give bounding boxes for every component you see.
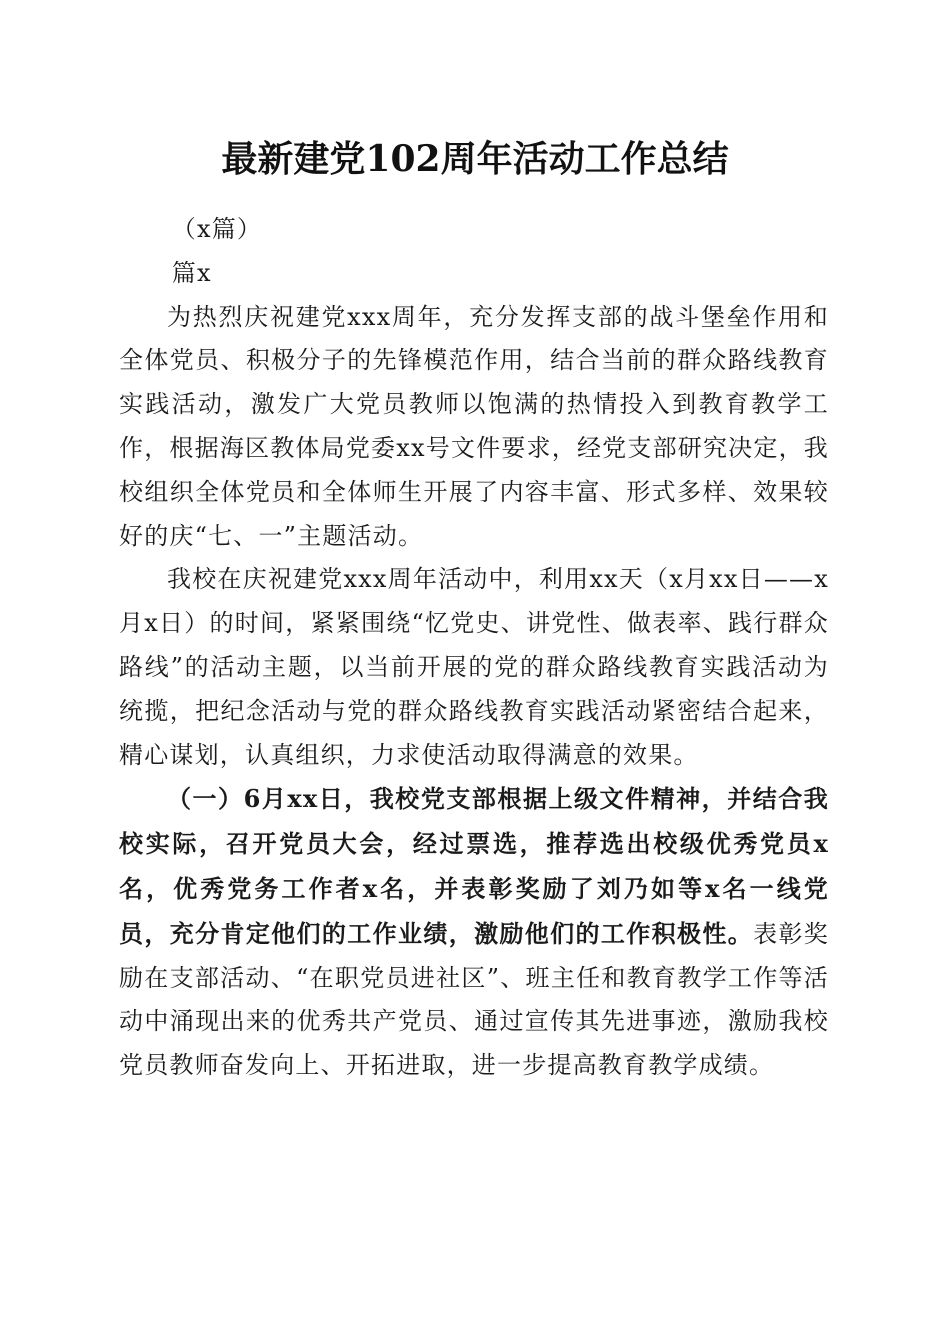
paragraph-section-one: （一）6月xx日，我校党支部根据上级文件精神，并结合我校实际，召开党员大会，经过票选，推荐选出校级优秀党员x名，优秀党务工作者x名，并表彰奖励了刘乃如等x名一线党员，充分肯定他们的工作业绩，激励他们的工作积极性。 bbox=[119, 784, 829, 948]
paragraph-intro: 为热烈庆祝建党xxx周年，充分发挥支部的战斗堡垒作用和全体党员、积极分子的先锋模范作用，结合当前的群众路线教育实践活动，激发广大党员教师以饱满的热情投入到教育教学工作，根据海区教体局党委xx号文件要求，经党支部研究决定，我校组织全体党员和全体师生开展了内容丰富、形式多样、效果较好的庆“七、一”主题活动。 bbox=[119, 302, 829, 550]
paragraph-section-one-continued: 表彰奖励在支部活动、“在职党员进社区”、班主任和教育教学工作等活动中涌现出来的优秀共产党员、通过宣传其先进事迹，激励我校党员教师奋发向上、开拓进取，进一步提高教育教学成绩。 bbox=[119, 919, 830, 1080]
article-count-note: （x篇） bbox=[171, 215, 263, 243]
paragraph-overview: 我校在庆祝建党xxx周年活动中，利用xx天（x月xx日——x月x日）的时间，紧紧围绕“忆党史、讲党性、做表率、践行群众路线”的活动主题，以当前开展的党的群众路线教育实践活动为统揽，把纪念活动与党的群众路线教育实践活动紧密结合起来，精心谋划，认真组织，力求使活动取得满意的效果。 bbox=[119, 565, 829, 769]
paragraph-section-one-block bbox=[119, 777, 829, 1088]
document-body bbox=[119, 208, 829, 1088]
document-title: 最新建党102周年活动工作总结 bbox=[221, 138, 729, 180]
article-label: 篇x bbox=[171, 258, 212, 287]
